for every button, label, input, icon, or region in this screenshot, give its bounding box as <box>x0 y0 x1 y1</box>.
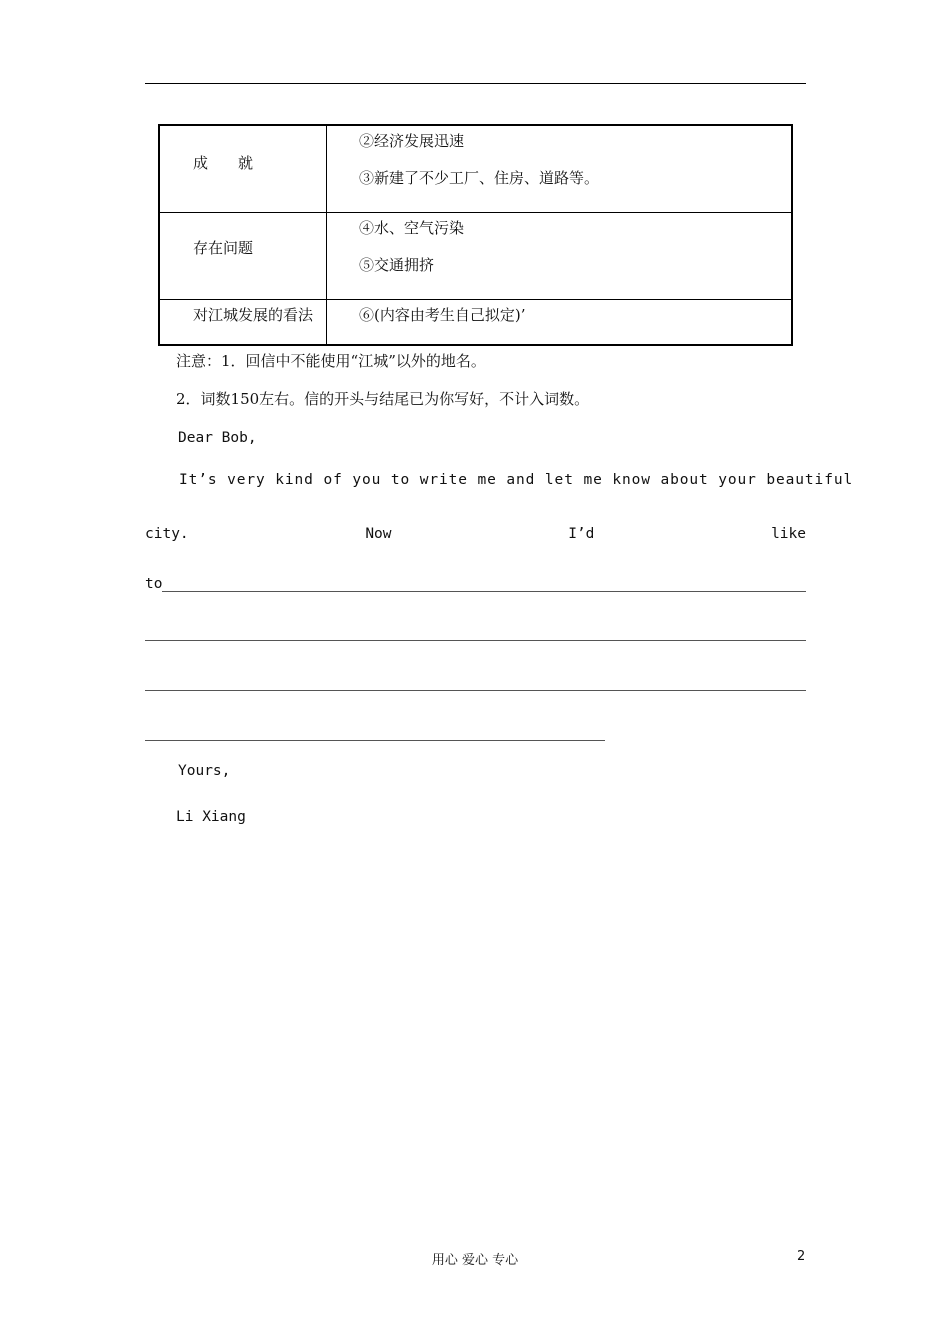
writing-line[interactable] <box>162 591 806 592</box>
row-item: ⑥(内容由考生自己拟定)’ <box>359 306 526 324</box>
letter-closing: Yours, <box>178 763 231 779</box>
note-2: 2．词数150左右。信的开头与结尾已为你写好，不计入词数。 <box>176 390 590 408</box>
writing-line[interactable] <box>145 690 806 691</box>
letter-line-1-text: It’s very kind of you to write me and let me know about your beautiful <box>179 472 854 488</box>
row-item: ④水、空气污染 <box>359 219 465 237</box>
table-row <box>159 213 792 300</box>
letter-line-1 <box>145 472 854 488</box>
row-item: ③新建了不少工厂、住房、道路等。 <box>359 169 600 187</box>
row-label-problems: 存在问题 <box>193 239 254 257</box>
writing-line[interactable] <box>145 740 605 741</box>
letter-word: I’d <box>568 526 595 542</box>
row-label-opinion: 对江城发展的看法 <box>193 306 314 324</box>
table-row <box>159 125 792 213</box>
letter-signature: Li Xiang <box>176 809 246 825</box>
letter-greeting: Dear Bob, <box>178 430 257 446</box>
row-item: ⑤交通拥挤 <box>359 256 435 274</box>
row-item: ②经济发展迅速 <box>359 132 465 150</box>
note-1: 注意：1．回信中不能使用“江城”以外的地名。 <box>176 352 486 370</box>
table-row <box>159 300 792 346</box>
letter-line-2 <box>145 526 806 542</box>
header-rule <box>145 83 806 84</box>
letter-word: Now <box>365 526 392 542</box>
row-label-achievements: 成 就 <box>193 154 254 172</box>
letter-line-3-start: to <box>145 576 163 592</box>
letter-word: city. <box>145 526 189 542</box>
page-number: 2 <box>797 1249 806 1264</box>
info-table <box>158 124 793 346</box>
writing-line[interactable] <box>145 640 806 641</box>
letter-word: like <box>771 526 806 542</box>
footer-motto: 用心 爱心 专心 <box>431 1253 519 1268</box>
